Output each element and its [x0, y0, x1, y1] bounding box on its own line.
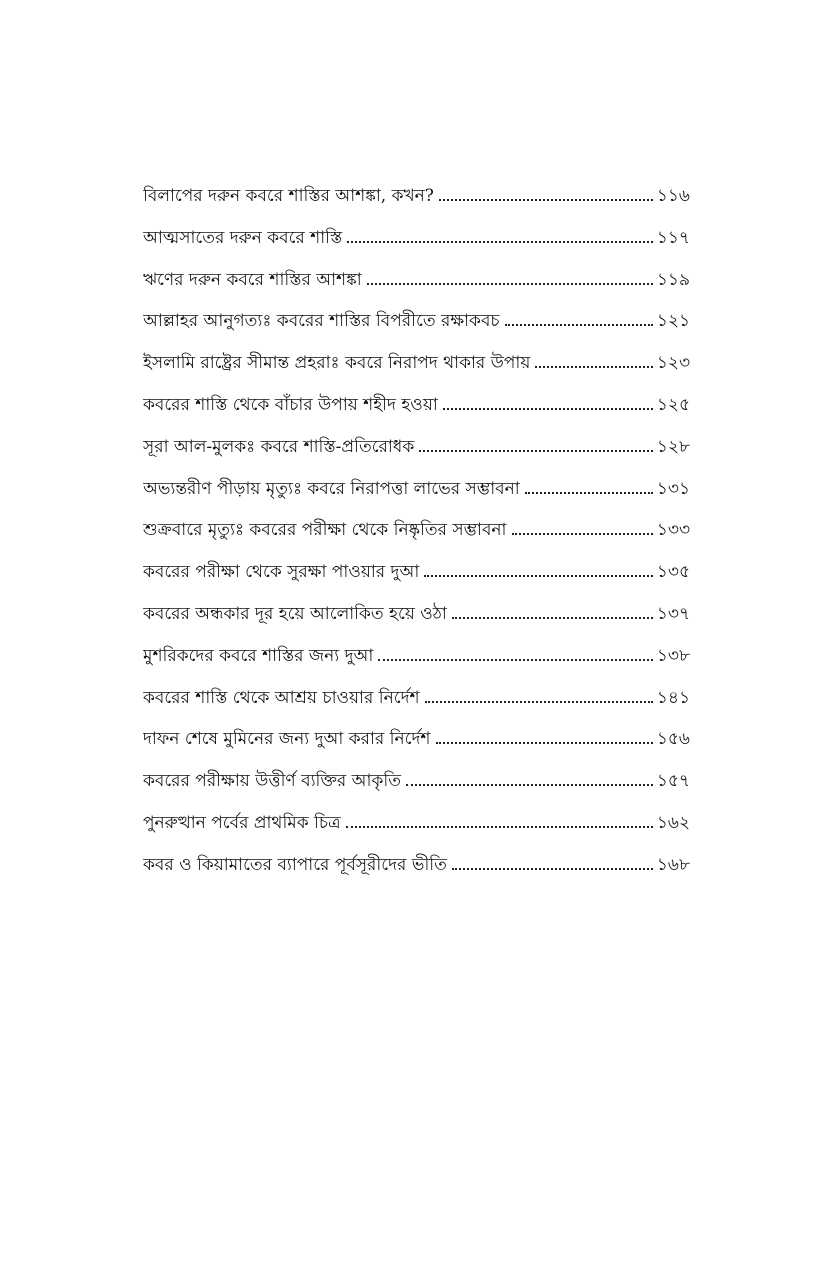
toc-entry-title: কবরের পরীক্ষায় উত্তীর্ণ ব্যক্তির আকৃতি — [143, 771, 401, 792]
toc-entry-title: ইসলামি রাষ্ট্রের সীমান্ত প্রহরাঃ কবরে নিরাপদ থাকার উপায় — [143, 353, 531, 374]
toc-entry-title: কবরের পরীক্ষা থেকে সুরক্ষা পাওয়ার দুআ — [143, 562, 420, 583]
toc-entry-page-number: ১১৬ — [656, 186, 690, 206]
table-of-contents — [143, 184, 690, 895]
toc-entry — [143, 853, 690, 895]
dot-leader — [452, 867, 653, 870]
toc-entry-page-number: ১৪১ — [656, 687, 690, 708]
toc-entry — [143, 226, 690, 268]
toc-entry-page-number: ১২১ — [656, 311, 690, 332]
dot-leader — [367, 282, 653, 285]
dot-leader — [439, 198, 653, 201]
toc-entry-title: পুনরুত্থান পর্বের প্রাথমিক চিত্র — [143, 812, 341, 833]
toc-entry — [143, 184, 690, 226]
toc-entry — [143, 686, 690, 728]
toc-entry — [143, 602, 690, 644]
toc-entry — [143, 811, 690, 853]
toc-entry-page-number: ১৩৫ — [656, 562, 690, 583]
toc-entry-title: কবর ও কিয়ামাতের ব্যাপারে পূর্বসূরীদের ভীতি — [143, 854, 447, 875]
toc-entry — [143, 393, 690, 435]
toc-entry — [143, 644, 690, 686]
toc-entry — [143, 560, 690, 602]
toc-entry-page-number: ১৫৭ — [656, 771, 690, 792]
toc-entry-title: শুক্রবারে মৃত্যুঃ কবরের পরীক্ষা থেকে নিষ্কৃতির সম্ভাবনা — [143, 520, 507, 541]
toc-entry — [143, 727, 690, 769]
toc-entry-page-number: ১৬৮ — [656, 854, 690, 875]
toc-entry — [143, 769, 690, 811]
dot-leader — [378, 658, 653, 661]
toc-entry-page-number: ১২৫ — [656, 394, 690, 415]
toc-entry-title: বিলাপের দরুন কবরে শাস্তির আশঙ্কা, কখন? — [143, 186, 434, 206]
toc-entry-title: সূরা আল-মুলকঃ কবরে শাস্তি-প্রতিরোধক — [143, 436, 415, 457]
dot-leader — [347, 240, 653, 243]
toc-entry-title: কবরের অন্ধকার দূর হয়ে আলোকিত হয়ে ওঠা — [143, 603, 447, 624]
dot-leader — [525, 491, 653, 494]
toc-entry-title: আল্লাহর আনুগত্যঃ কবরের শাস্তির বিপরীতে রক্ষাকবচ — [143, 311, 500, 332]
dot-leader — [424, 574, 653, 577]
toc-entry-title: কবরের শাস্তি থেকে বাঁচার উপায় শহীদ হওয়া — [143, 394, 438, 415]
toc-entry-page-number: ১৫৬ — [656, 729, 690, 750]
dot-leader — [443, 407, 653, 410]
dot-leader — [505, 323, 653, 326]
toc-entry-title: আত্মসাতের দরুন কবরে শাস্তি — [143, 227, 343, 248]
toc-entry-page-number: ১২৩ — [656, 353, 690, 374]
toc-entry-page-number: ১৩৭ — [656, 603, 690, 624]
toc-entry-title: ঋণের দরুন কবরে শাস্তির আশঙ্কা — [143, 269, 362, 290]
dot-leader — [436, 741, 653, 744]
toc-entry-title: অভ্যন্তরীণ পীড়ায় মৃত্যুঃ কবরে নিরাপত্তা লাভের সম্ভাবনা — [143, 478, 520, 499]
dot-leader — [406, 783, 653, 786]
dot-leader — [512, 532, 653, 535]
toc-entry-page-number: ১৬২ — [656, 812, 690, 833]
toc-entry-page-number: ১৩৮ — [656, 645, 690, 666]
dot-leader — [419, 449, 653, 452]
dot-leader — [425, 700, 653, 703]
toc-entry-title: দাফন শেষে মুমিনের জন্য দুআ করার নির্দেশ — [143, 729, 431, 750]
toc-entry — [143, 518, 690, 560]
dot-leader — [535, 365, 652, 368]
toc-entry-page-number: ১১৭ — [656, 227, 690, 248]
toc-entry-title: মুশরিকদের কবরে শাস্তির জন্য দুআ — [143, 645, 374, 666]
dot-leader — [346, 825, 653, 828]
toc-entry — [143, 435, 690, 477]
toc-entry-page-number: ১২৮ — [656, 436, 690, 457]
toc-entry-page-number: ১১৯ — [656, 269, 690, 290]
toc-entry — [143, 268, 690, 310]
toc-entry-title: কবরের শাস্তি থেকে আশ্রয় চাওয়ার নির্দেশ — [143, 687, 420, 708]
toc-entry-page-number: ১৩১ — [656, 478, 690, 499]
toc-entry — [143, 309, 690, 351]
toc-entry — [143, 351, 690, 393]
toc-entry — [143, 477, 690, 519]
toc-entry-page-number: ১৩৩ — [656, 520, 690, 541]
dot-leader — [452, 616, 653, 619]
